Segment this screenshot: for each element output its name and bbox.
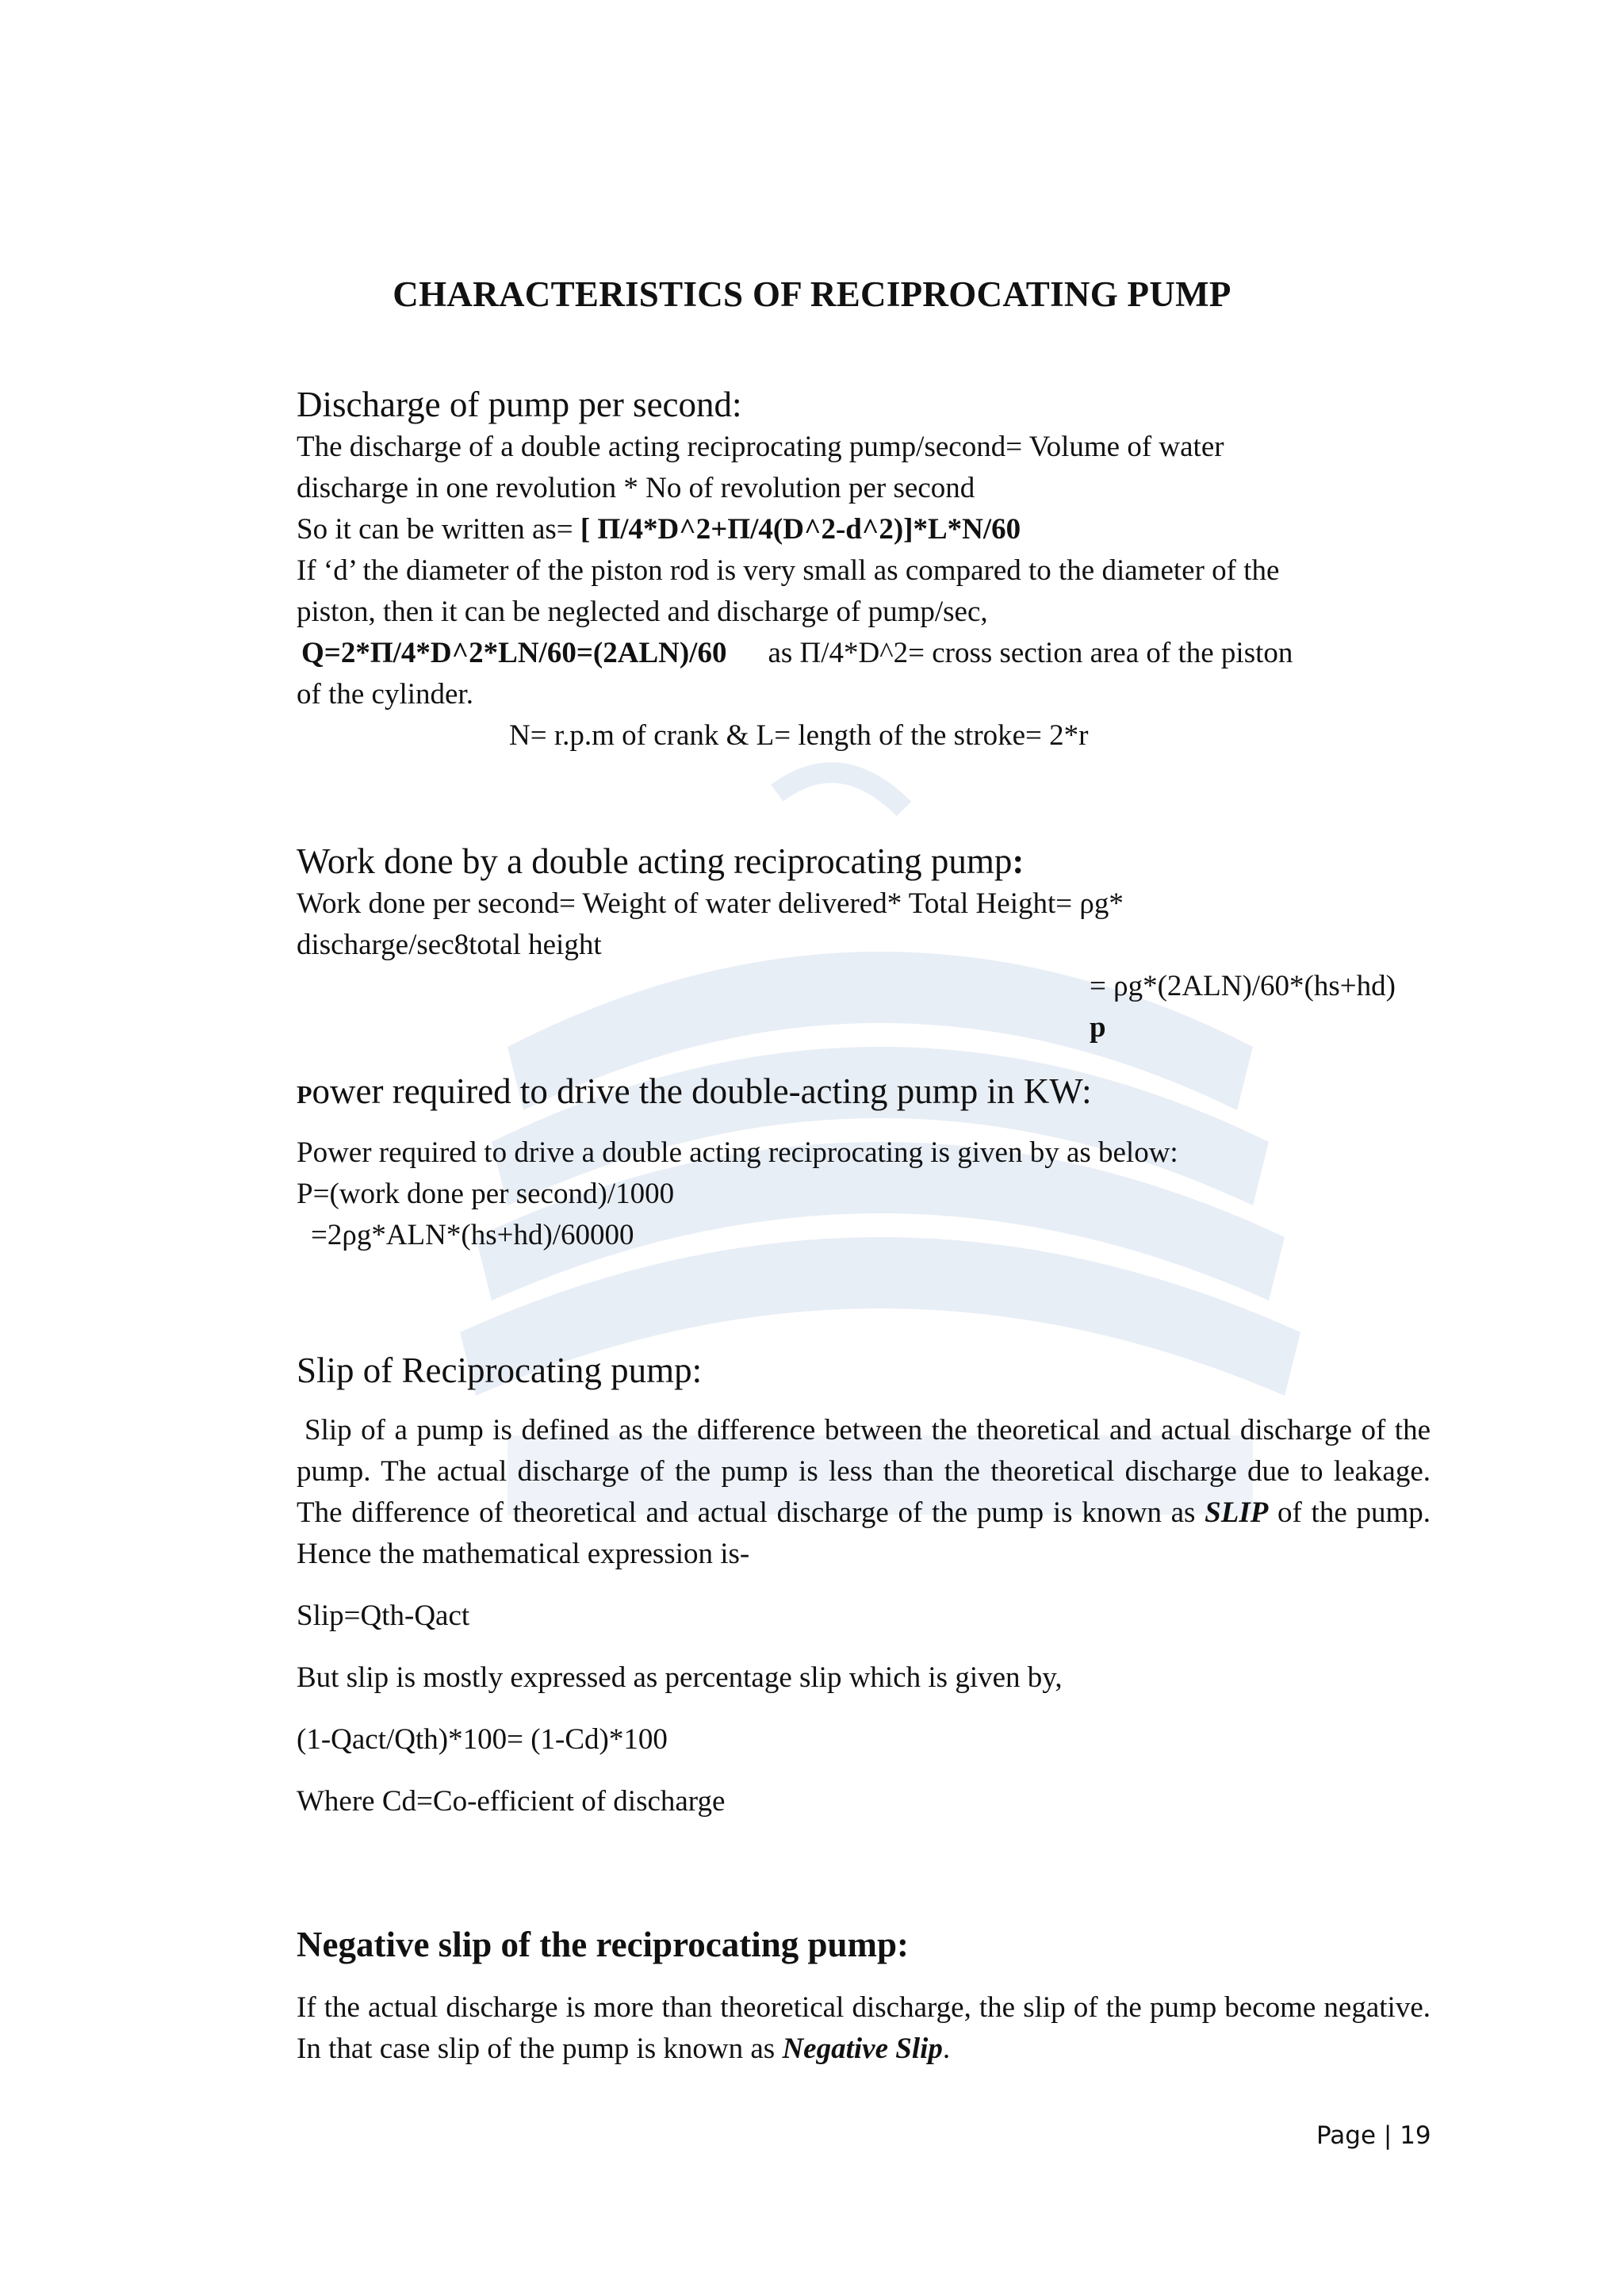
text-span: .: [942, 2033, 951, 2065]
text-line: p: [1090, 1011, 1106, 1044]
text-line: [297, 633, 1431, 674]
heading-initial: P: [297, 1080, 312, 1109]
formula-work: = ρg*(2ALN)/60*(hs+hd): [1090, 970, 1396, 1002]
text-line: piston, then it can be neglected and discharge of pump/sec,: [297, 596, 988, 628]
text-line: discharge/sec8total height: [297, 929, 602, 961]
text-span: as Π/4*D^2= cross section area of the piston: [768, 637, 1293, 669]
text-span: Slip of a pump is defined as the difference between the theoretical and actual discharge of the pump. The actual discharge of the pump is less than the theoretical discharge due to leakage. The difference of theoretical and actual discharge of the pump is known as: [297, 1414, 1431, 1529]
heading-power: [297, 1069, 1431, 1117]
heading-text: ower required to drive the double-acting pump in KW:: [312, 1071, 1092, 1111]
paragraph-negative-slip: [297, 1987, 1431, 2070]
text-span: If the actual discharge is more than theoretical discharge, the slip of the pump become negative. In that case slip of the pump is known as: [297, 1991, 1431, 2065]
text-line: P=(work done per second)/1000: [297, 1178, 675, 1210]
term-slip: SLIP: [1205, 1496, 1269, 1529]
text-span: of the pump. Hence the mathematical expression is-: [297, 1496, 1431, 1570]
formula-power: =2ρg*ALN*(hs+hd)/60000: [311, 1219, 634, 1251]
text-line: N= r.p.m of crank & L= length of the stroke= 2*r: [509, 719, 1089, 752]
text-line: Power required to drive a double acting reciprocating is given by as below:: [297, 1136, 1178, 1169]
heading-text: Work done by a double acting reciprocating pump: [297, 841, 1013, 881]
text-line: But slip is mostly expressed as percentage slip which is given by,: [297, 1661, 1063, 1694]
text-line: If ‘d’ the diameter of the piston rod is very small as compared to the diameter of the: [297, 554, 1280, 587]
section-power: [297, 1069, 1431, 1256]
text-line: discharge in one revolution * No of revolution per second: [297, 472, 975, 504]
formula-discharge: [ Π/4*D^2+Π/4(D^2-d^2)]*L*N/60: [580, 513, 1021, 546]
heading-work-done: [297, 839, 1431, 883]
text-span: So it can be written as=: [297, 513, 580, 546]
section-negative-slip: [297, 1922, 1431, 2070]
section-discharge: [297, 382, 1431, 757]
section-slip: [297, 1348, 1431, 1822]
heading-colon: :: [1012, 841, 1025, 881]
heading-discharge: Discharge of pump per second:: [297, 385, 742, 424]
page-title: CHARACTERISTICS OF RECIPROCATING PUMP: [393, 274, 1231, 314]
heading-negative-slip: Negative slip of the reciprocating pump:: [297, 1925, 910, 1964]
paragraph-slip: [297, 1410, 1431, 1575]
formula-slip: Slip=Qth-Qact: [297, 1600, 470, 1632]
formula-q: Q=2*Π/4*D^2*LN/60=(2ALN)/60: [301, 637, 727, 669]
term-negative-slip: Negative Slip: [782, 2033, 943, 2065]
section-work-done: [297, 839, 1431, 1048]
text-line: [297, 509, 1431, 550]
text-line: The discharge of a double acting reciprocating pump/second= Volume of water: [297, 431, 1224, 463]
text-line: Work done per second= Weight of water delivered* Total Height= ρg*: [297, 887, 1124, 920]
heading-slip: Slip of Reciprocating pump:: [297, 1351, 703, 1390]
formula-percentage-slip: (1-Qact/Qth)*100= (1-Cd)*100: [297, 1723, 668, 1756]
text-line: Where Cd=Co-efficient of discharge: [297, 1785, 726, 1818]
page-number: Page | 19: [1316, 2121, 1431, 2150]
text-line: of the cylinder.: [297, 678, 473, 711]
